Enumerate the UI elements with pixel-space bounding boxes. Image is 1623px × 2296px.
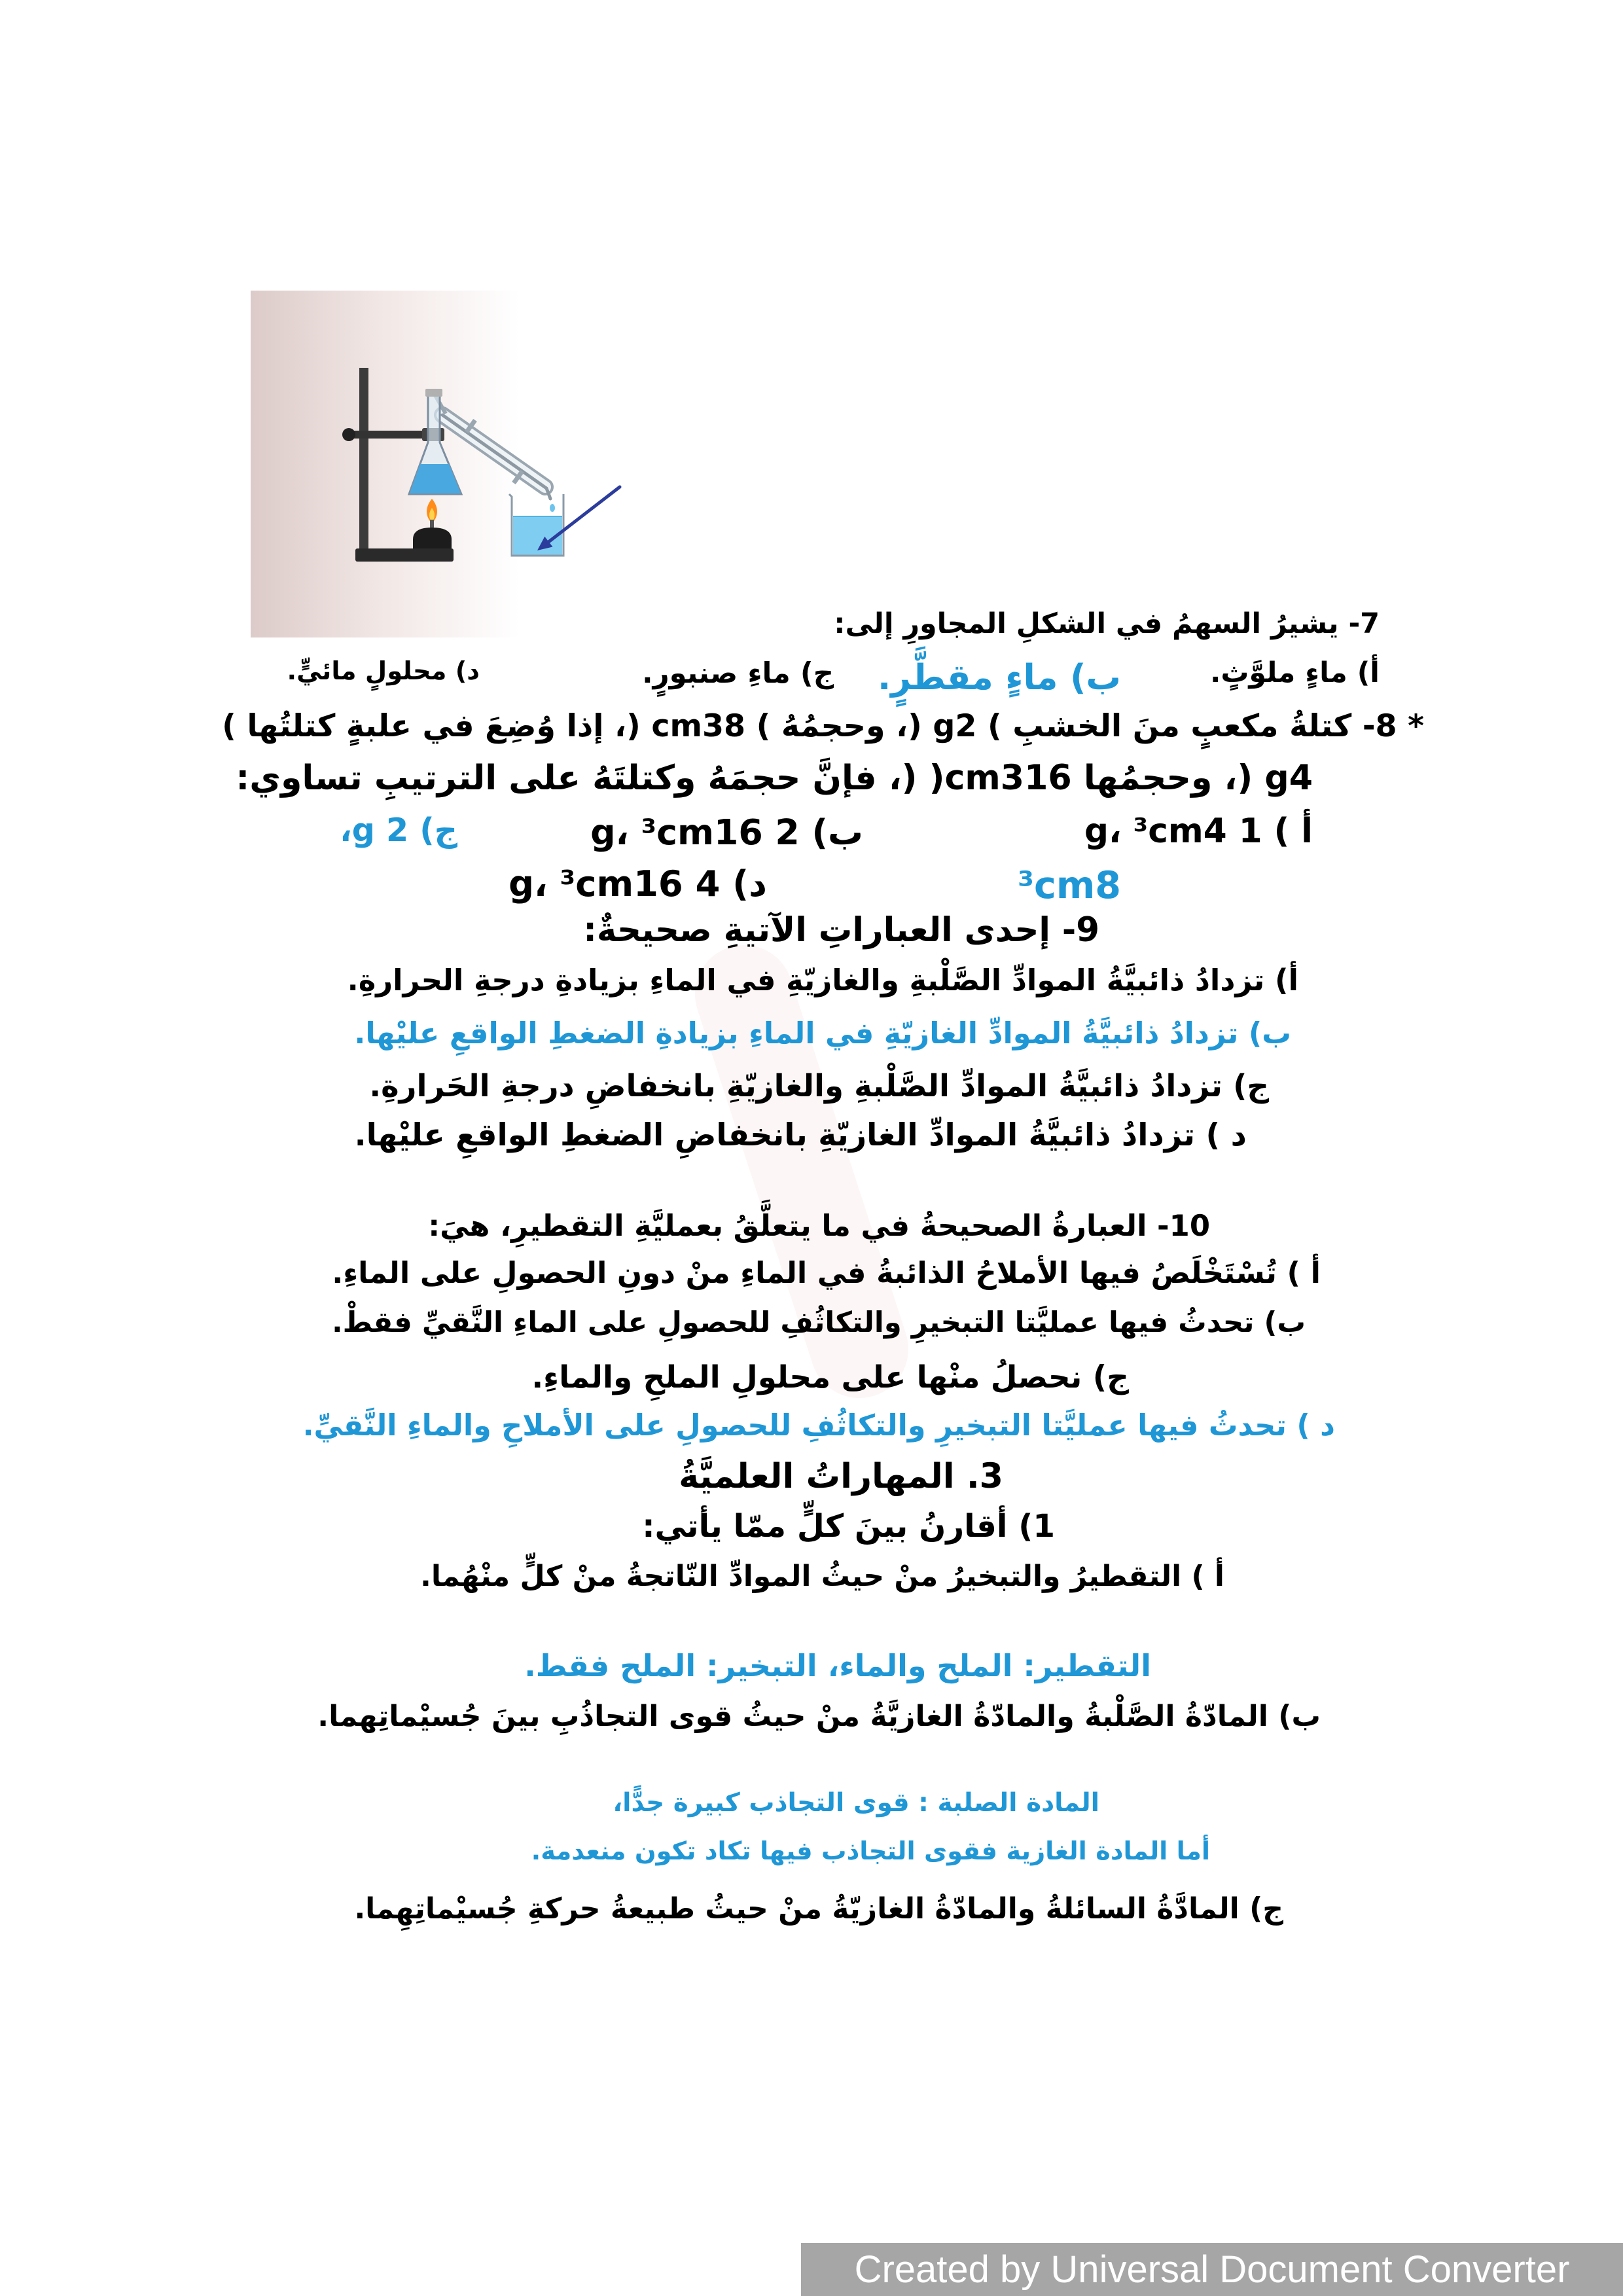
question-8-option-c: ج) 2 g،: [340, 811, 457, 849]
comparison-b-answer-line-2: أما المادة الغازية فقوى التجاذب فيها تكاد تكون منعدمة.: [531, 1837, 1210, 1866]
question-10-option-a: أ ) تُسْتَخْلَصُ فيها الأملاحُ الذائبةُ في الماءِ منْ دونِ الحصولِ على الماءِ.: [332, 1255, 1321, 1290]
comparison-b-prompt: ب) المادّةُ الصَّلْبةُ والمادّةُ الغازيَّةُ منْ حيثُ قوى التجاذُبِ بينَ جُسيْماتِهما.: [317, 1700, 1321, 1733]
question-10-option-b: ب) تحدثُ فيها عمليَّتا التبخيرِ والتكاثُفِ للحصولِ على الماءِ النَّقيِّ فقطْ.: [332, 1306, 1306, 1339]
comparison-c-prompt: ج) المادَّةُ السائلةُ والمادّةُ الغازيّةُ منْ حيثُ طبيعةُ حركةِ جُسيْماتِهِما.: [354, 1892, 1283, 1926]
question-8-option-a: أ ) 1 g، ³cm4: [1084, 812, 1313, 851]
question-10-option-d: د ) تحدثُ فيها عمليَّتا التبخيرِ والتكاثُفِ للحصولِ على الأملاحِ والماءِ النَّقيِّ.: [302, 1409, 1335, 1443]
distillation-apparatus-icon: [251, 291, 635, 637]
question-7-option-c: ج) ماءِ صنبورٍ.: [642, 657, 834, 690]
flask-stopper: [425, 389, 442, 397]
converter-footer: Created by Universal Document Converter: [801, 2243, 1623, 2296]
question-9-option-a: أ) تزدادُ ذائبيَّةُ الموادِّ الصَّلْبةِ والغازيّةِ في الماءِ بزيادةِ درجةِ الحرارةِ.: [347, 963, 1298, 997]
question-9-stem: 9- إحدى العباراتِ الآتيةِ صحيحةٌ:: [583, 910, 1099, 950]
clamp-knob: [342, 428, 355, 441]
question-7-option-a: أ) ماءٍ ملوَّثٍ.: [1210, 656, 1380, 689]
comparison-a-answer: التقطير: الملح والماء، التبخير: الملح فقط.: [524, 1648, 1151, 1683]
water-drop: [550, 504, 555, 512]
skills-item-1: 1) أقارنُ بينَ كلٍّ ممّا يأتي:: [642, 1508, 1055, 1545]
section-title: 3. المهاراتُ العلميَّةُ: [679, 1457, 1003, 1496]
stand-rod: [359, 368, 368, 558]
question-9-option-d: د ) تزدادُ ذائبيَّةُ الموادِّ الغازيّةِ بانخفاضِ الضغطِ الواقعِ عليْها.: [354, 1117, 1247, 1153]
question-8-option-d: د) 4 g، ³cm16: [508, 863, 767, 905]
question-10-option-c: ج) نحصلُ منْها على محلولِ الملحِ والماءِ.: [531, 1359, 1129, 1395]
question-9-option-b: ب) تزدادُ ذائبيَّةُ الموادِّ الغازيّةِ في الماءِ بزيادةِ الضغطِ الواقعِ عليْها.: [354, 1016, 1291, 1050]
question-10-stem: 10- العبارةُ الصحيحةُ في ما يتعلَّقُ بعمليَّةِ التقطيرِ، هيَ:: [428, 1208, 1210, 1243]
burner-wick: [430, 520, 434, 528]
comparison-b-answer-line-1: المادة الصلبة : قوى التجاذب كبيرة جدًّا،: [613, 1788, 1099, 1818]
question-8-stem-line-1: * 8- كتلةُ مكعبٍ منَ الخشبِ ) g2 (، وحجمُهُ ) cm38 (، إذا وُضِعَ في علبةٍ كتلتُها ): [222, 708, 1424, 744]
stand-base: [355, 548, 454, 562]
question-8-stem-line-2: g4 (، وحجمُها cm316( (، فإنَّ حجمَهُ وكتلتَهُ على الترتيبِ تساوي:: [236, 759, 1313, 798]
burner: [413, 528, 452, 548]
distillation-figure: [251, 291, 635, 637]
question-8-option-c-continuation: ³cm8: [1018, 864, 1121, 907]
clamp-arm: [349, 431, 431, 439]
question-8-option-b: ب) 2 g، ³cm16: [590, 812, 863, 853]
question-7-option-d: د) محلولٍ مائيٍّ.: [287, 656, 480, 686]
comparison-a-prompt: أ ) التقطيرُ والتبخيرُ منْ حيثُ الموادِّ النّاتجةُ منْ كلٍّ منْهُما.: [420, 1560, 1224, 1593]
question-9-option-c: ج) تزدادُ ذائبيَّةُ الموادِّ الصَّلْبةِ والغازيّةِ بانخفاضِ درجةِ الحَرارةِ.: [369, 1069, 1269, 1104]
question-7-option-b: ب) ماءٍ مقطَّرٍ.: [878, 657, 1121, 698]
question-7-stem: 7- يشيرُ السهمُ في الشكلِ المجاورِ إلى:: [834, 607, 1380, 640]
